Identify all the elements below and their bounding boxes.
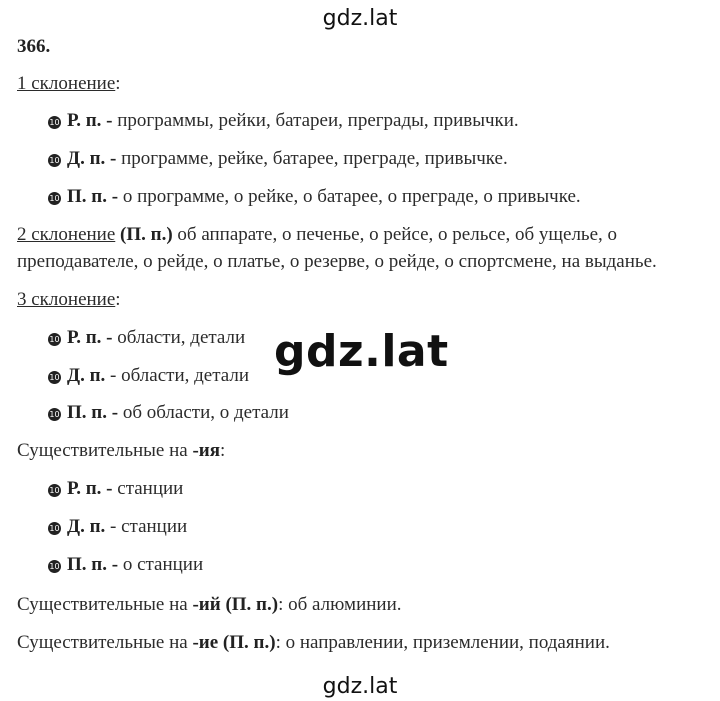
case-label: Д. п. xyxy=(67,516,106,537)
decl3-colon: : xyxy=(115,289,121,310)
bullet-icon: 10 xyxy=(49,118,60,127)
decl1-heading: 1 склонение xyxy=(17,73,116,94)
decl3-heading-line xyxy=(17,289,121,311)
case-text: программе, рейке, батарее, преграде, привычке. xyxy=(116,148,508,169)
bullet-icon: 10 xyxy=(49,410,60,419)
iya-heading-line xyxy=(17,440,225,462)
case-label: Р. п. - xyxy=(67,478,113,499)
bullet-icon: 10 xyxy=(49,486,60,495)
iya-ending: -ия xyxy=(192,440,221,461)
ie-text: : о направлении, приземлении, подаянии. xyxy=(275,632,610,653)
bullet-icon: 10 xyxy=(49,156,60,165)
decl3-genitive-line xyxy=(48,327,245,349)
exercise-number: 366. xyxy=(17,36,51,57)
decl1-dative-line xyxy=(48,148,508,170)
decl1-colon: : xyxy=(115,73,121,94)
iy-text: : об алюминии. xyxy=(278,594,402,615)
iya-prefix: Существительные на xyxy=(17,440,193,461)
decl2-text-1: об аппарате, о печенье, о рейсе, о рельсе, об ущелье, о xyxy=(172,224,618,245)
case-label: Р. п. - xyxy=(67,110,113,131)
decl2-line-2 xyxy=(17,251,657,273)
bullet-icon: 10 xyxy=(49,373,60,382)
watermark-middle: gdz.lat xyxy=(274,326,449,377)
iy-ending: -ий (П. п.) xyxy=(192,594,279,615)
case-label: П. п. - xyxy=(67,186,119,207)
iya-genitive-line xyxy=(48,478,183,500)
bullet-icon: 10 xyxy=(49,524,60,533)
decl2-line-1 xyxy=(17,224,617,246)
iy-prefix: Существительные на xyxy=(17,594,193,615)
case-label: Р. п. - xyxy=(67,327,113,348)
case-text: программы, рейки, батареи, преграды, привычки. xyxy=(112,110,519,131)
iya-dative-line xyxy=(48,516,187,538)
case-text: области, детали xyxy=(112,327,246,348)
iya-prepositional-line xyxy=(48,554,203,576)
ie-ending: -ие (П. п.) xyxy=(192,632,276,653)
decl3-dative-line xyxy=(48,365,249,387)
watermark-top: gdz.lat xyxy=(322,6,398,31)
decl3-heading: 3 склонение xyxy=(17,289,116,310)
decl2-heading: 2 склонение xyxy=(17,224,116,245)
decl3-prepositional-line xyxy=(48,402,289,424)
ie-line xyxy=(17,632,610,654)
iya-colon: : xyxy=(220,440,226,461)
case-text: станции xyxy=(112,478,184,499)
bullet-icon: 10 xyxy=(49,194,60,203)
watermark-bottom: gdz.lat xyxy=(322,674,398,699)
case-text: о программе, о рейке, о батарее, о преграде, о привычке. xyxy=(118,186,581,207)
case-label: Д. п. xyxy=(67,365,106,386)
case-label: П. п. - xyxy=(67,554,119,575)
decl2-text-2: преподавателе, о рейде, о платье, о резерве, о рейде, о спортсмене, на выданье. xyxy=(17,251,657,272)
case-text: об области, о детали xyxy=(118,402,289,423)
bullet-icon: 10 xyxy=(49,562,60,571)
decl1-genitive-line xyxy=(48,110,519,132)
case-text: - станции xyxy=(105,516,188,537)
case-text: о станции xyxy=(118,554,204,575)
iy-line xyxy=(17,594,402,616)
decl2-case-label: (П. п.) xyxy=(120,224,173,245)
decl1-prepositional-line xyxy=(48,186,581,208)
case-label: Д. п. - xyxy=(67,148,117,169)
ie-prefix: Существительные на xyxy=(17,632,193,653)
decl1-heading-line xyxy=(17,73,121,95)
case-label: П. п. - xyxy=(67,402,119,423)
bullet-icon: 10 xyxy=(49,335,60,344)
case-text: - области, детали xyxy=(105,365,250,386)
